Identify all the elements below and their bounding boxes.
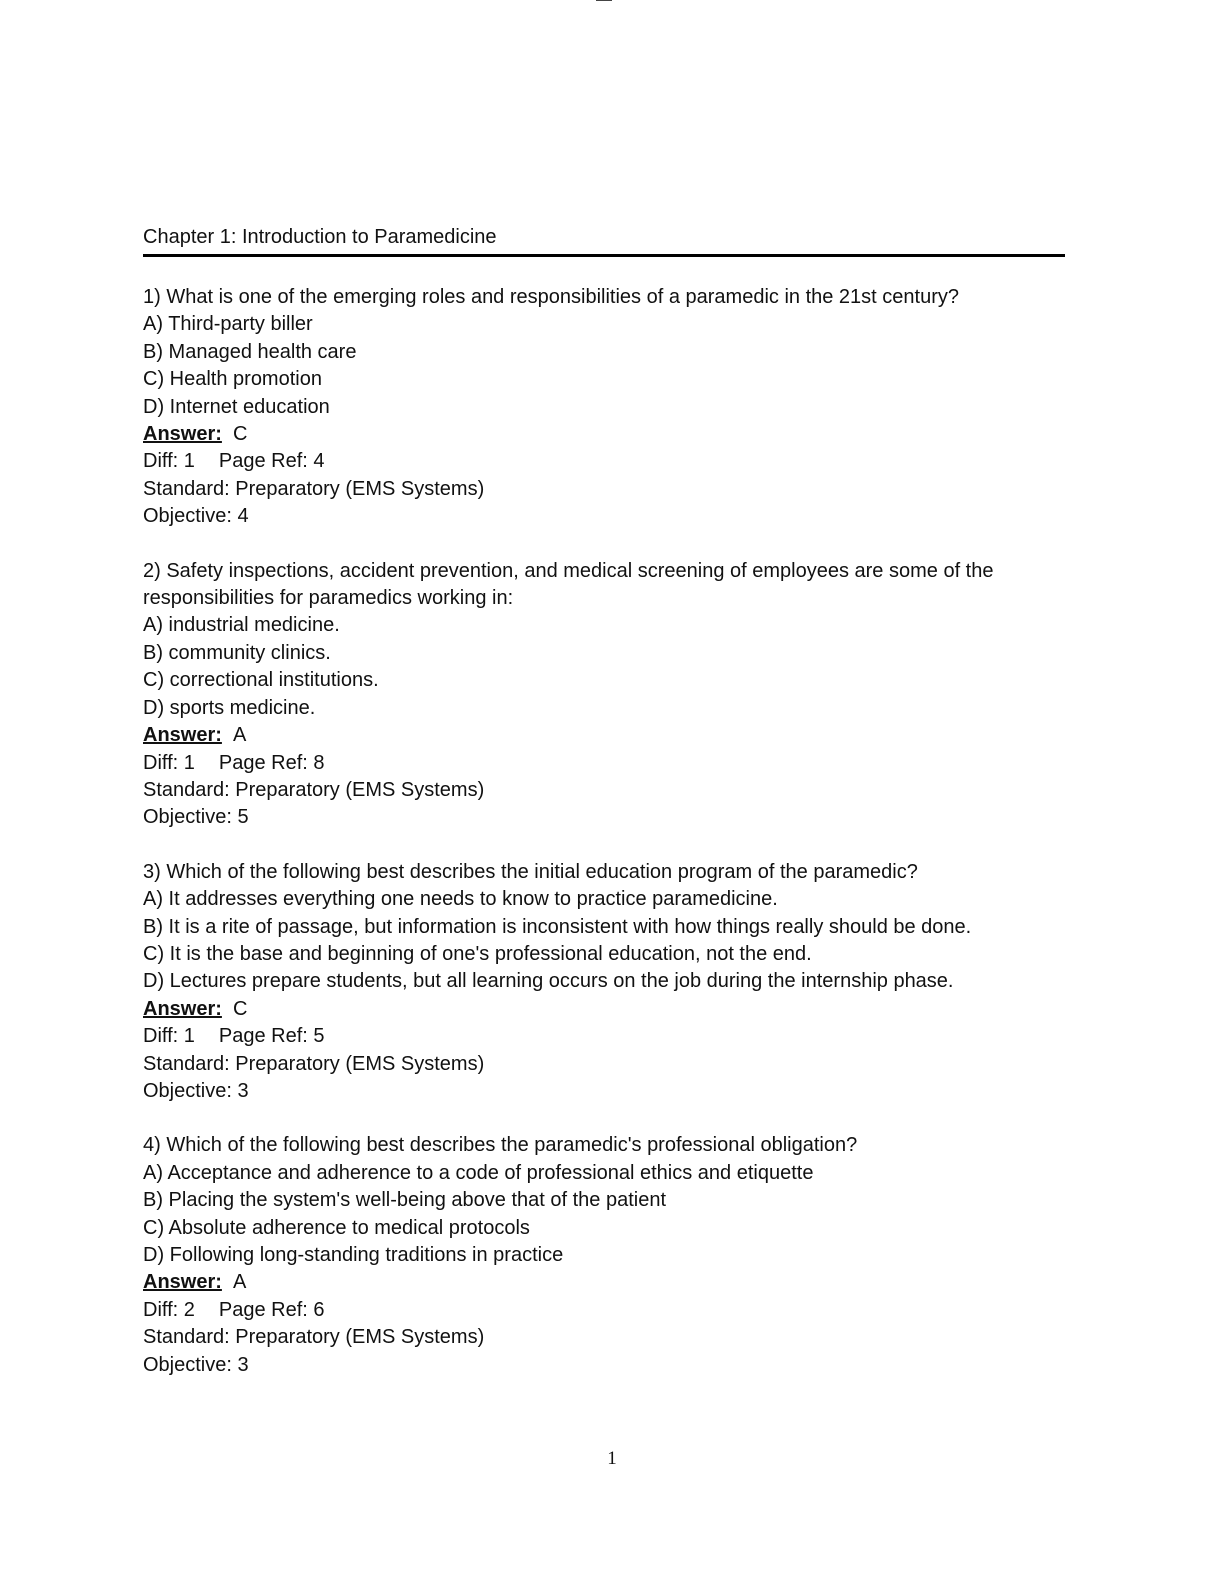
difficulty: Diff: 1 <box>143 1025 195 1048</box>
option-c: C) Absolute adherence to medical protocols <box>143 1216 530 1239</box>
difficulty: Diff: 1 <box>143 751 195 774</box>
answer-line <box>143 1269 1065 1296</box>
standard: Standard: Preparatory (EMS Systems) <box>143 1052 485 1075</box>
objective: Objective: 4 <box>143 505 249 528</box>
option-c: C) It is the base and beginning of one's professional education, not the end. <box>143 942 812 965</box>
question-text: 4) Which of the following best describes the paramedic's professional obligation? <box>143 1134 858 1157</box>
option-a: A) It addresses everything one needs to know to practice paramedicine. <box>143 888 778 911</box>
question-block <box>143 558 1065 832</box>
difficulty: Diff: 2 <box>143 1298 195 1321</box>
option-a: A) Third-party biller <box>143 313 313 336</box>
diff-line <box>143 1023 1065 1050</box>
option-a: A) Acceptance and adherence to a code of professional ethics and etiquette <box>143 1161 814 1184</box>
question-text: 3) Which of the following best describes the initial education program of the paramedic? <box>143 860 918 883</box>
standard: Standard: Preparatory (EMS Systems) <box>143 477 485 500</box>
chapter-title: Chapter 1: Introduction to Paramedicine <box>143 222 1065 257</box>
question-block <box>143 859 1065 1106</box>
question-block <box>143 1132 1065 1379</box>
answer-label: Answer: <box>143 1271 222 1294</box>
option-b: B) Placing the system's well-being above that of the patient <box>143 1189 666 1212</box>
standard: Standard: Preparatory (EMS Systems) <box>143 778 485 801</box>
answer-value: C <box>233 423 248 446</box>
answer-value: C <box>233 997 248 1020</box>
option-d: D) Following long-standing traditions in practice <box>143 1244 564 1266</box>
difficulty: Diff: 1 <box>143 450 195 473</box>
objective: Objective: 3 <box>143 1079 249 1102</box>
answer-label: Answer: <box>143 423 222 446</box>
option-b: B) community clinics. <box>143 641 331 664</box>
option-d: D) sports medicine. <box>143 696 316 719</box>
option-c: C) Health promotion <box>143 368 322 391</box>
option-b: B) Managed health care <box>143 340 357 363</box>
answer-label: Answer: <box>143 997 222 1020</box>
question-text: 2) Safety inspections, accident prevention, and medical screening of employees are some of the responsibilities for paramedics working in: <box>143 559 994 610</box>
question-block <box>143 284 1065 531</box>
answer-label: Answer: <box>143 724 222 747</box>
answer-line <box>143 996 1065 1023</box>
page-number: 1 <box>607 1448 617 1469</box>
page-ref: Page Ref: 8 <box>218 751 325 774</box>
answer-value: A <box>233 1271 247 1294</box>
option-c: C) correctional institutions. <box>143 669 379 692</box>
diff-line <box>143 448 1065 475</box>
answer-line <box>143 421 1065 448</box>
option-d: D) Internet education <box>143 395 330 418</box>
page-ref: Page Ref: 4 <box>218 450 325 473</box>
question-text: 1) What is one of the emerging roles and responsibilities of a paramedic in the 21st century? <box>143 286 959 308</box>
answer-value: A <box>233 724 247 747</box>
option-a: A) industrial medicine. <box>143 614 340 637</box>
page-ref: Page Ref: 6 <box>218 1298 325 1321</box>
option-b: B) It is a rite of passage, but information is inconsistent with how things really should be done. <box>143 915 972 938</box>
diff-line <box>143 750 1065 777</box>
diff-line <box>143 1297 1065 1324</box>
objective: Objective: 3 <box>143 1353 249 1376</box>
standard: Standard: Preparatory (EMS Systems) <box>143 1326 485 1349</box>
page-ref: Page Ref: 5 <box>218 1025 325 1048</box>
option-d: D) Lectures prepare students, but all learning occurs on the job during the internship phase. <box>143 970 954 993</box>
answer-line <box>143 722 1065 749</box>
document-body <box>143 222 1065 1379</box>
objective: Objective: 5 <box>143 806 249 829</box>
header-mark <box>596 0 612 1</box>
